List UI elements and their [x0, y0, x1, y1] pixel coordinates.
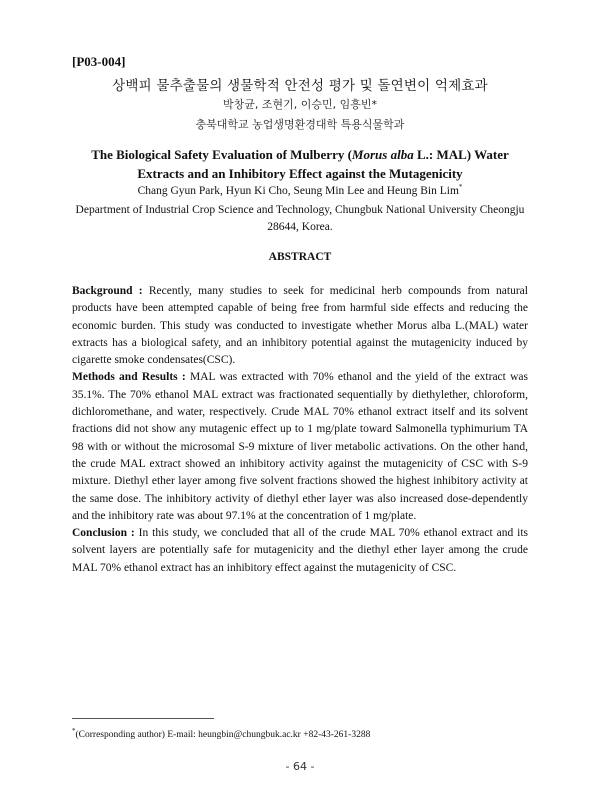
- english-title-part1: The Biological Safety Evaluation of Mulberry (: [91, 147, 352, 162]
- korean-title: 상백피 물추출물의 생물학적 안전성 평가 및 돌연변이 억제효과: [112, 78, 488, 94]
- korean-affiliation: 충북대학교 농업생명환경대학 특용식물학과: [195, 118, 405, 131]
- page-number: - 64 -: [285, 760, 315, 773]
- methods-text: MAL was extracted with 70% ethanol and the yield of the extract was 35.1%. The 70% ethanol MAL extract was fractionated sequentially by diethylether, chloroform, dichloromethane, and water, respectively. Crude MAL 70% ethanol extract itself and its solvent fractions did not show any mutagenic effect up to 1 mg/plate toward Salmonella typhimurium TA 98 with or without the microsomal S-9 mixture of liver metabolic activations. On the other hand, the crude MAL extract showed an inhibitory activity against the mutagenicity of CSC with S-9 mixture. Diethyl ether layer among five solvent fractions showed the highest inhibitory activity at the same dose. The inhibitory activity of diethyl ether layer was also increased dose-dependently and the inhibitory rate was about 97.1% at the concentration of 1 mg/plate.: [72, 371, 528, 522]
- presentation-code: [P03-004]: [72, 54, 126, 69]
- background-paragraph: [72, 283, 528, 369]
- english-title-species: Morus alba: [351, 147, 414, 162]
- footnote-divider: [72, 718, 214, 719]
- english-title: [72, 145, 528, 183]
- abstract-body: [72, 283, 528, 577]
- conclusion-paragraph: [72, 525, 528, 577]
- footnote-text: (Corresponding author) E-mail: heungbin@chungbuk.ac.kr +82-43-261-3288: [75, 730, 371, 741]
- abstract-heading: ABSTRACT: [268, 251, 332, 263]
- english-title-part2: L.: MAL) Water Extracts and an Inhibitory Effect against the Mutagenicity: [137, 147, 509, 181]
- background-text: Recently, many studies to seek for medicinal herb compounds from natural products have been attempted capable of being free from harmful side effects and reducing the economic burden. This study was conducted to investigate whether Morus alba L.(MAL) water extracts has a biological safety, and an inhibitory potential against the mutagenicity induced by cigarette smoke condensates(CSC).: [72, 285, 528, 367]
- corresponding-mark: *: [458, 183, 463, 191]
- english-affiliation: Department of Industrial Crop Science and Technology, Chungbuk National University Cheongju 28644, Korea.: [75, 204, 525, 233]
- conclusion-label: Conclusion :: [72, 527, 135, 540]
- footnote-mark: *: [72, 727, 76, 735]
- english-authors: [0, 183, 600, 197]
- methods-paragraph: [72, 369, 528, 525]
- korean-authors: 박창균, 조현기, 이승민, 임흥빈*: [223, 98, 377, 111]
- english-authors-names: Chang Gyun Park, Hyun Ki Cho, Seung Min Lee and Heung Bin Lim: [137, 184, 459, 197]
- background-label: Background :: [72, 285, 143, 297]
- conclusion-text: In this study, we concluded that all of the crude MAL 70% ethanol extract and its solvent layers are potentially safe for mutagenicity and the diethyl ether layer among the crude MAL 70% ethanol extract has an inhibitory effect against the mutagenicity of CSC.: [72, 527, 529, 574]
- footnote: [72, 727, 370, 740]
- methods-label: Methods and Results :: [72, 371, 186, 384]
